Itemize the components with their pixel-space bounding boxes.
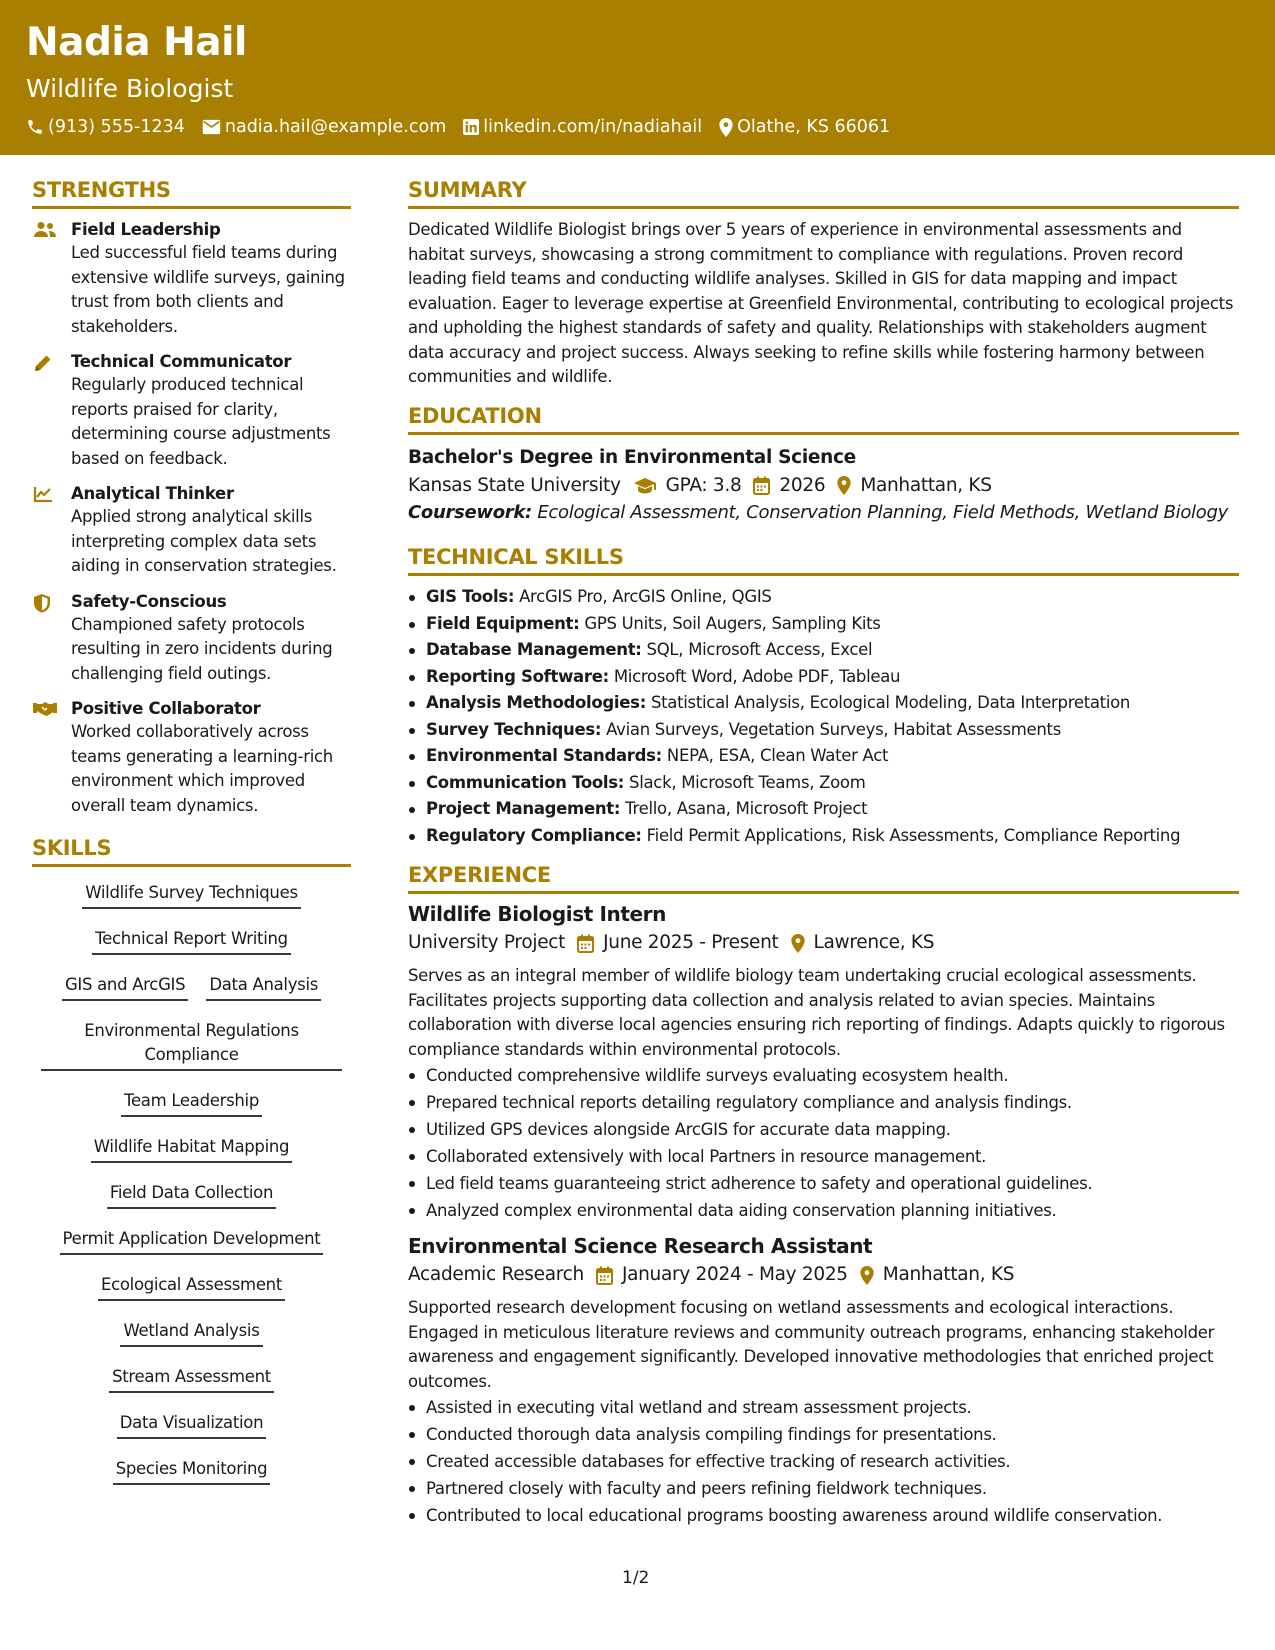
map-pin-icon <box>837 476 851 495</box>
job-meta <box>408 928 1239 958</box>
calendar-icon <box>596 1266 613 1285</box>
edu-location-text: Manhattan, KS <box>860 474 992 496</box>
skill-tag: Stream Assessment <box>109 1365 274 1393</box>
skill-tag: Wildlife Survey Techniques <box>82 881 301 909</box>
tech-skill-label: Communication Tools: <box>426 772 625 792</box>
pencil-icon <box>33 353 53 373</box>
page-indicator: 1/2 <box>622 1568 650 1588</box>
strengths-heading: STRENGTHS <box>32 178 351 209</box>
job-meta <box>408 1260 1239 1290</box>
tech-skill-item <box>408 770 1239 797</box>
tech-skill-item <box>408 823 1239 850</box>
tech-skill-label: GIS Tools: <box>426 587 515 606</box>
tech-skill-label: Analysis Methodologies: <box>426 693 646 712</box>
tech-skill-value: Statistical Analysis, Ecological Modeling, Data Interpretation <box>646 693 1131 712</box>
job-bullet: Conducted thorough data analysis compiling findings for presentations. <box>408 1421 1239 1448</box>
education-meta <box>408 471 1239 501</box>
tech-skill-value: Microsoft Word, Adobe PDF, Tableau <box>608 666 901 686</box>
job-bullet: Assisted in executing vital wetland and stream assessment projects. <box>408 1394 1239 1421</box>
tech-skill-value: Field Permit Applications, Risk Assessments, Compliance Reporting <box>641 825 1181 845</box>
envelope-icon <box>202 119 221 135</box>
skill-tag: GIS and ArcGIS <box>62 973 188 1001</box>
users-icon <box>33 221 57 239</box>
skills-list <box>32 881 351 1503</box>
tech-skill-value: Slack, Microsoft Teams, Zoom <box>624 772 866 792</box>
skill-tag: Species Monitoring <box>113 1457 271 1485</box>
tech-skill-item <box>408 690 1239 717</box>
tech-skill-item <box>408 717 1239 744</box>
coursework-text: Ecological Assessment, Conservation Planning, Field Methods, Wetland Biology <box>531 501 1228 523</box>
job-bullet: Contributed to local educational programs boosting awareness around wildlife conservation. <box>408 1502 1239 1529</box>
tech-skill-item <box>408 664 1239 691</box>
location-text: Olathe, KS 66061 <box>737 117 891 137</box>
tech-skill-label: Reporting Software: <box>426 666 609 686</box>
strength-item <box>32 483 351 579</box>
skill-tag: Wildlife Habitat Mapping <box>91 1135 292 1163</box>
tech-skill-item <box>408 611 1239 638</box>
job-bullet: Created accessible databases for effective tracking of research activities. <box>408 1448 1239 1475</box>
job-bullet: Partnered closely with faculty and peers refining fieldwork techniques. <box>408 1475 1239 1502</box>
skill-tag: Technical Report Writing <box>92 927 291 955</box>
contact-phone[interactable] <box>26 117 185 137</box>
technical-skills-heading: TECHNICAL SKILLS <box>408 545 1239 576</box>
strength-title: Technical Communicator <box>71 352 292 371</box>
job-bullet: Conducted comprehensive wildlife surveys evaluating ecosystem health. <box>408 1062 1239 1089</box>
strength-desc: Worked collaboratively across teams generating a learning-rich environment which improved overall team dynamics. <box>71 722 333 815</box>
job-location: Manhattan, KS <box>882 1264 1015 1285</box>
skill-tag: Permit Application Development <box>60 1227 324 1255</box>
year-item <box>753 471 825 501</box>
map-pin-icon <box>719 118 733 137</box>
job-dates: January 2024 - May 2025 <box>621 1264 848 1285</box>
job-location-item <box>791 928 935 958</box>
degree-title: Bachelor's Degree in Environmental Science <box>408 446 856 468</box>
tech-skill-value: Avian Surveys, Vegetation Surveys, Habitat Assessments <box>601 719 1062 739</box>
skill-tag: Environmental Regulations Compliance <box>41 1019 342 1071</box>
candidate-role: Wildlife Biologist <box>26 74 234 103</box>
strength-title: Field Leadership <box>71 220 221 239</box>
skill-tag: Data Visualization <box>117 1411 266 1439</box>
tech-skill-value: Trello, Asana, Microsoft Project <box>620 799 868 818</box>
skill-tag: Ecological Assessment <box>98 1273 285 1301</box>
skill-tag: Wetland Analysis <box>120 1319 262 1347</box>
edu-location-item <box>837 471 991 501</box>
education-heading: EDUCATION <box>408 404 1239 435</box>
left-column <box>32 178 351 1503</box>
calendar-icon <box>577 934 594 953</box>
contact-email[interactable] <box>202 117 446 137</box>
handshake-icon <box>33 700 57 718</box>
graduation-cap-icon <box>633 477 657 495</box>
job-org: University Project <box>408 932 566 953</box>
job-dates-item <box>596 1260 848 1290</box>
strength-item <box>32 698 351 818</box>
job-location: Lawrence, KS <box>813 932 935 953</box>
contact-linkedin[interactable] <box>463 117 702 137</box>
resume-header <box>0 0 1275 155</box>
tech-skill-label: Project Management: <box>426 799 621 818</box>
technical-skills-list <box>408 584 1239 849</box>
phone-text: (913) 555-1234 <box>48 117 185 137</box>
strength-item <box>32 591 351 687</box>
strengths-list <box>32 219 351 818</box>
job-org: Academic Research <box>408 1264 584 1285</box>
skill-tag: Field Data Collection <box>107 1181 276 1209</box>
skill-tag: Data Analysis <box>206 973 321 1001</box>
tech-skill-label: Database Management: <box>426 640 642 659</box>
email-text: nadia.hail@example.com <box>224 117 447 137</box>
tech-skill-label: Survey Techniques: <box>426 719 602 739</box>
job-location-item <box>860 1260 1014 1290</box>
job-bullet: Collaborated extensively with local Partners in resource management. <box>408 1143 1239 1170</box>
tech-skill-item <box>408 796 1239 823</box>
contact-location <box>719 117 890 137</box>
coursework-label: Coursework: <box>408 501 532 523</box>
job-bullet: Prepared technical reports detailing regulatory compliance and analysis findings. <box>408 1089 1239 1116</box>
job-bullet: Led field teams guaranteeing strict adherence to safety and operational guidelines. <box>408 1170 1239 1197</box>
strength-title: Safety-Conscious <box>71 591 227 611</box>
strength-item <box>32 351 351 471</box>
job-bullet: Analyzed complex environmental data aiding conservation planning initiatives. <box>408 1197 1239 1224</box>
job-dates: June 2025 - Present <box>603 932 779 953</box>
contact-bar <box>26 117 907 137</box>
tech-skill-value: NEPA, ESA, Clean Water Act <box>661 746 889 765</box>
calendar-icon <box>753 476 770 495</box>
tech-skill-label: Regulatory Compliance: <box>426 825 642 845</box>
job-bullets <box>408 1394 1239 1529</box>
job-title: Wildlife Biologist Intern <box>408 902 666 926</box>
gpa-text: GPA: 3.8 <box>665 474 742 496</box>
strength-item <box>32 219 351 339</box>
strength-desc: Applied strong analytical skills interpreting complex data sets aiding in conservation strategies. <box>71 507 337 575</box>
coursework <box>408 501 1239 526</box>
shield-icon <box>33 593 51 613</box>
tech-skill-item <box>408 743 1239 770</box>
gpa-item <box>633 471 742 501</box>
school-name: Kansas State University <box>408 474 621 496</box>
strength-desc: Regularly produced technical reports praised for clarity, determining course adjustments based on feedback. <box>71 375 331 468</box>
skill-tag: Team Leadership <box>121 1089 262 1117</box>
job-entry <box>408 1232 1239 1529</box>
linkedin-icon <box>463 119 479 135</box>
tech-skill-value: ArcGIS Pro, ArcGIS Online, QGIS <box>514 587 772 606</box>
job-bullet: Utilized GPS devices alongside ArcGIS for accurate data mapping. <box>408 1116 1239 1143</box>
phone-icon <box>26 118 44 136</box>
chart-line-icon <box>33 485 53 503</box>
tech-skill-item <box>408 637 1239 664</box>
tech-skill-value: GPS Units, Soil Augers, Sampling Kits <box>579 613 881 633</box>
right-column <box>408 178 1239 1529</box>
job-bullets <box>408 1062 1239 1224</box>
strength-desc: Led successful field teams during extensive wildlife surveys, gaining trust from both clients and stakeholders. <box>71 243 345 336</box>
candidate-name: Nadia Hail <box>26 20 247 65</box>
job-description: Supported research development focusing on wetland assessments and ecological interactions. Engaged in meticulous literature reviews and community outreach programs, enhancing stakeholder awareness and engagement significantly. Developed innovative methodologies that enriched project outcomes. <box>408 1298 1215 1391</box>
summary-heading: SUMMARY <box>408 178 1239 209</box>
strength-desc: Championed safety protocols resulting in zero incidents during challenging field outings. <box>71 614 333 683</box>
skills-heading: SKILLS <box>32 836 351 867</box>
tech-skill-value: SQL, Microsoft Access, Excel <box>641 640 873 659</box>
map-pin-icon <box>791 934 805 953</box>
tech-skill-item <box>408 584 1239 611</box>
strength-title: Positive Collaborator <box>71 699 261 718</box>
strength-title: Analytical Thinker <box>71 484 234 503</box>
map-pin-icon <box>860 1266 874 1285</box>
tech-skill-label: Environmental Standards: <box>426 746 662 765</box>
job-entry <box>408 900 1239 1224</box>
linkedin-text: linkedin.com/in/nadiahail <box>483 117 703 137</box>
summary-text: Dedicated Wildlife Biologist brings over 5 years of experience in environmental assessments and habitat surveys, showcasing a strong commitment to compliance with regulations. Proven record leading field teams and conducting wildlife analyses. Skilled in GIS for data mapping and impact evaluation. Eager to leverage expertise at Greenfield Environmental, contributing to ecological projects and upholding the highest standards of safety and quality. Relationships with stakeholders augment data accuracy and project success. Always seeking to refine skills while fostering harmony between communities and wildlife. <box>408 220 1234 386</box>
job-title: Environmental Science Research Assistant <box>408 1234 873 1258</box>
job-description: Serves as an integral member of wildlife biology team undertaking crucial ecological assessments. Facilitates projects supporting data collection and analysis related to avian species. Maintains collaboration with diverse local agencies ensuring rich reporting of findings. Adapts quickly to rigorous compliance standards within environmental protocols. <box>408 966 1225 1059</box>
experience-heading: EXPERIENCE <box>408 863 1239 894</box>
graduation-year: 2026 <box>779 474 826 496</box>
job-dates-item <box>577 928 778 958</box>
tech-skill-label: Field Equipment: <box>426 613 580 633</box>
